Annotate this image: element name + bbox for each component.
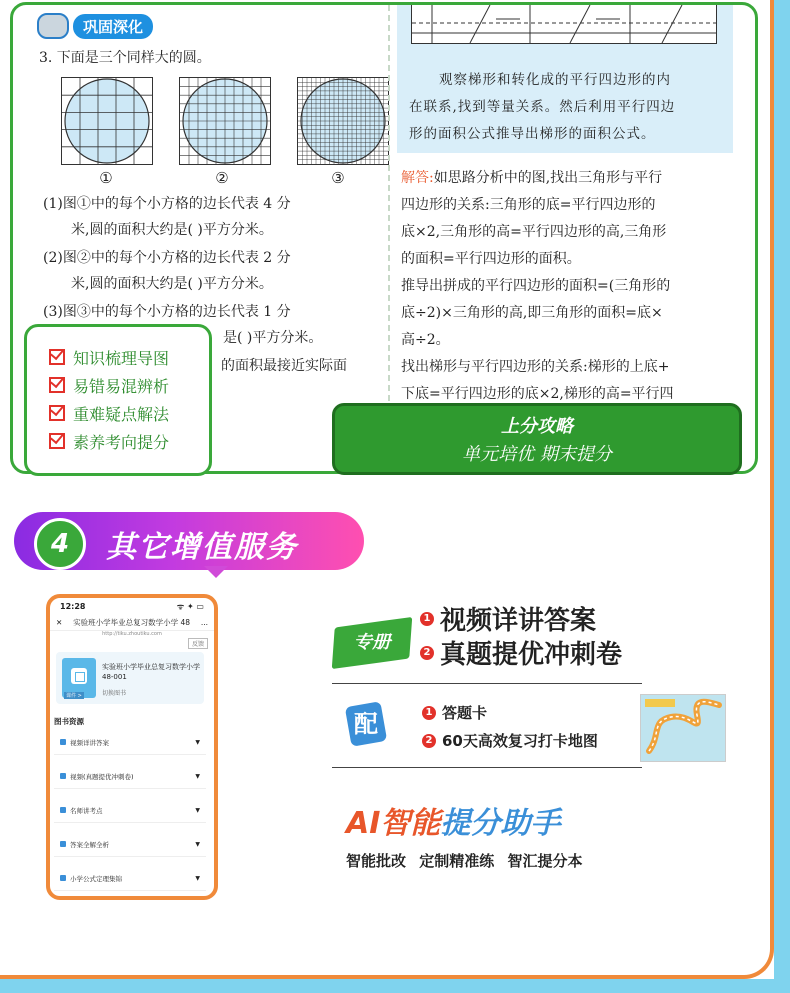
solution-line-9: 下底=平行四边形的底×2,梯形的高=平行四 <box>401 386 674 402</box>
zhuance-item-2 <box>420 634 622 671</box>
checkbox-icon <box>49 349 65 365</box>
checklist-label: 易错易混辨析 <box>73 376 170 396</box>
number-badge: 1 <box>420 612 434 626</box>
solution-line-3: 底×2,三角形的高=平行四边形的高,三角形 <box>401 224 667 240</box>
pei-tag-text: 配 <box>354 710 378 738</box>
bottom-edge-strip <box>0 979 790 993</box>
analysis-line-2: 在联系,找到等量关系。然后利用平行四边 <box>409 99 676 115</box>
ai-features: 智能批改 定制精准练 智汇提分本 <box>346 852 583 870</box>
checklist-label: 素养考向提分 <box>73 432 170 452</box>
analysis-text <box>409 67 725 148</box>
circle-labels <box>61 169 383 187</box>
phone-mockup <box>46 594 218 900</box>
trapezoid-figure <box>411 5 717 44</box>
resource-label: 名师讲考点 <box>70 806 103 815</box>
section-badge <box>37 13 153 39</box>
checklist-label: 重难疑点解法 <box>73 404 170 424</box>
number-badge: 2 <box>422 734 436 748</box>
resource-label: 小学公式定理集锦 <box>70 874 122 883</box>
cover-tag: 课件 > <box>66 693 82 699</box>
sub-question-4 <box>221 353 347 379</box>
resource-icon <box>60 739 66 745</box>
feature-checklist <box>24 324 212 476</box>
phone-status-bar <box>50 598 214 614</box>
phone-title: 实验班小学毕业总复习数学小学 48 <box>73 617 191 627</box>
section-title: 其它增值服务 <box>106 530 298 565</box>
chevron-down-icon: ▼ <box>195 806 200 814</box>
divider-line <box>332 683 642 684</box>
pei-item-2 <box>422 730 598 751</box>
solution-line-8: 找出梯形与平行四边形的关系:梯形的上底+ <box>401 359 670 375</box>
right-edge-strip <box>774 0 790 993</box>
analysis-line-3: 形的面积公式推导出梯形的面积公式。 <box>409 126 656 142</box>
pei-item-label: 60天高效复习打卡地图 <box>442 732 598 750</box>
solution-label: 解答: <box>401 170 434 186</box>
sub-question-2-line1: (2)图②中的每个小方格的边长代表 2 分 <box>43 250 291 266</box>
grid-figure-1 <box>61 77 153 165</box>
chevron-down-icon: ▼ <box>195 738 200 746</box>
solution-line-4: 的面积=平行四边形的面积。 <box>401 251 581 267</box>
signal-icon: ᯤ ✦ ▭ <box>176 601 204 611</box>
checklist-item <box>27 427 209 455</box>
zhuance-tag <box>332 617 413 669</box>
zhuance-item-1 <box>420 600 596 637</box>
banner-pointer <box>204 566 228 578</box>
solution-line-1: 如思路分析中的图,找出三角形与平行 <box>433 170 663 186</box>
checkbox-icon <box>49 433 65 449</box>
checklist-item <box>27 371 209 399</box>
switch-book-link[interactable]: 切换图书 <box>102 690 127 697</box>
checkbox-icon <box>49 405 65 421</box>
section-4-banner <box>14 512 364 570</box>
resource-icon <box>60 773 66 779</box>
solution-line-5: 推导出拼成的平行四边形的面积=(三角形的 <box>401 278 671 294</box>
checkin-map-thumbnail <box>640 694 726 762</box>
resource-label: 视频详讲答案 <box>70 738 109 747</box>
sub-question-2 <box>43 245 291 297</box>
resource-icon <box>60 841 66 847</box>
sub-question-1-line2: 米,圆的面积大约是( )平方分米。 <box>71 222 273 238</box>
resource-icon <box>60 807 66 813</box>
solution-line-6: 底÷2)×三角形的高,即三角形的面积=底× <box>401 305 663 321</box>
strategy-title: 上分攻略 <box>501 416 573 437</box>
phone-time: 12:28 <box>60 601 86 611</box>
resource-item[interactable] <box>54 832 206 857</box>
pei-item-label: 答题卡 <box>442 704 488 722</box>
sub-question-3-line2: 是( )平方分米。 <box>223 330 323 346</box>
ai-assistant-logo <box>346 798 560 842</box>
grid-figure-2 <box>179 77 271 165</box>
mascot-icon <box>37 13 69 39</box>
checklist-item <box>27 399 209 427</box>
resources-title: 图书资源 <box>54 717 84 726</box>
resource-item[interactable] <box>54 866 206 891</box>
checklist-label: 知识梳理导图 <box>73 348 170 368</box>
pei-tag <box>345 701 387 747</box>
resource-item[interactable] <box>54 798 206 823</box>
sub-question-2-line2: 米,圆的面积大约是( )平方分米。 <box>71 276 273 292</box>
resource-item[interactable] <box>54 730 206 755</box>
ai-logo-part-1: AI智能 <box>346 806 441 841</box>
circle-grids <box>61 77 389 165</box>
resource-label: 视频(真题提优冲刺卷) <box>70 772 134 781</box>
zhuance-item-label: 视频详讲答案 <box>440 606 597 636</box>
solution-line-7: 高÷2。 <box>401 332 450 348</box>
resource-label: 答案全解全析 <box>70 840 109 849</box>
sub-question-1-line1: (1)图①中的每个小方格的边长代表 4 分 <box>43 196 291 212</box>
solution-text <box>401 165 737 408</box>
right-column <box>397 5 743 471</box>
question-stem: 3. 下面是三个同样大的圆。 <box>39 50 211 66</box>
sub-question-3-line1: (3)图③中的每个小方格的边长代表 1 分 <box>43 304 291 320</box>
sub-question-1 <box>43 191 291 243</box>
grid-figure-3 <box>297 77 389 165</box>
number-badge: 1 <box>422 706 436 720</box>
zhuance-item-label: 真题提优冲刺卷 <box>440 640 623 670</box>
strategy-subtitle: 单元培优 期末提分 <box>462 444 612 465</box>
chevron-down-icon: ▼ <box>195 772 200 780</box>
book-icon <box>71 668 87 684</box>
chevron-down-icon: ▼ <box>195 874 200 882</box>
resources-list <box>54 730 206 900</box>
analysis-box <box>397 5 733 153</box>
resource-item[interactable] <box>54 764 206 789</box>
checklist-item <box>27 343 209 371</box>
strategy-banner <box>332 403 742 475</box>
pei-item-1 <box>422 702 487 723</box>
analysis-line-1: 观察梯形和转化成的平行四边形的内 <box>439 72 671 88</box>
figure-label-1: ① <box>99 169 113 187</box>
chevron-down-icon: ▼ <box>195 840 200 848</box>
divider-line <box>332 767 642 768</box>
figure-label-2: ② <box>215 169 229 187</box>
phone-url: http://tiku.zhoutiku.com <box>102 631 162 637</box>
zhuance-tag-text: 专册 <box>353 632 391 653</box>
close-icon[interactable]: ✕ <box>56 617 63 627</box>
figure-label-3: ③ <box>331 169 345 187</box>
book-name: 实验班小学毕业总复习数学小学 48-001 <box>102 663 200 681</box>
more-icon[interactable]: ... <box>200 617 208 627</box>
feedback-button[interactable]: 反馈 <box>188 638 208 649</box>
resource-icon <box>60 875 66 881</box>
number-badge: 2 <box>420 646 434 660</box>
section-number: 4 <box>34 518 86 570</box>
checkbox-icon <box>49 377 65 393</box>
book-card[interactable] <box>56 652 204 704</box>
phone-title-bar <box>50 614 214 631</box>
section-badge-text: 巩固深化 <box>73 14 153 39</box>
ai-logo-part-2: 提分助手 <box>440 806 561 841</box>
column-divider <box>388 5 392 471</box>
sub-question-4-line1: 的面积最接近实际面 <box>221 358 347 374</box>
solution-line-2: 四边形的关系:三角形的底=平行四边形的 <box>401 197 656 213</box>
